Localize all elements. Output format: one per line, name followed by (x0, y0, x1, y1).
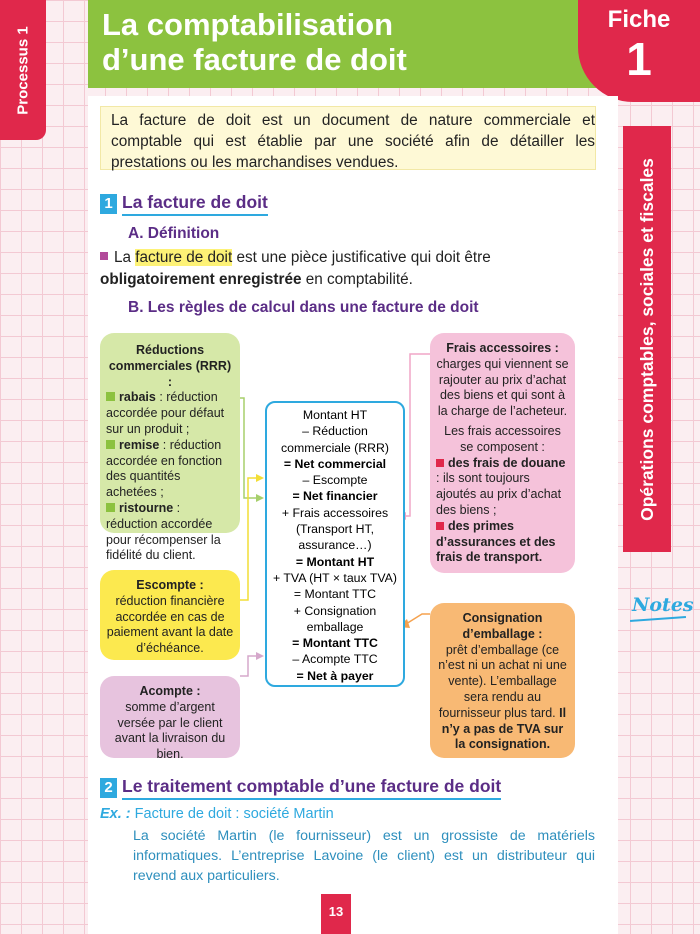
calc-lines (267, 407, 403, 684)
acompte-desc: somme d’argent versée par le client avant la livraison du bien. (114, 699, 226, 762)
rrr-bullet (106, 503, 115, 512)
def-bold: obligatoirement enregistrée (100, 271, 302, 288)
frais-box (430, 333, 575, 573)
subsection-a-title: A. Définition (128, 225, 220, 242)
fiche-label: Fiche (607, 6, 671, 33)
section2-title (100, 776, 501, 800)
arrow-consignation (406, 614, 430, 624)
calc-line: – Escompte (302, 473, 368, 488)
calc-line: Montant HT (302, 408, 368, 422)
content-area (88, 96, 618, 934)
page-title-line1: La comptabilisation (102, 7, 394, 42)
consignation-box (430, 603, 575, 758)
consignation-desc: prêt d’emballage (ce n’est ni un achat ni une vente). L’emballage sera rendu au fournisseur plus tard. (438, 642, 567, 720)
frais-bullet (436, 459, 444, 467)
calc-line: + Consignation emballage (293, 603, 377, 634)
calc-line: = Montant TTC (292, 636, 378, 651)
example-title: Facture de doit : société Martin (130, 806, 334, 822)
arrow-frais (406, 354, 430, 516)
page-header (88, 0, 618, 88)
chapter-band (623, 126, 671, 552)
frais-term: des primes d’assurances et des frais de transport. (436, 518, 556, 565)
example-text: La société Martin (le fournisseur) est un grossiste de matériels informatiques. L’entreprise Lavoine (le client) est un distributeur qui revend aux particuliers. (133, 828, 595, 884)
def-pre: La (114, 249, 136, 266)
process-tab (0, 0, 46, 140)
rrr-title: Réductions commerciales (RRR) : (108, 343, 232, 389)
page-number: 13 (321, 894, 351, 934)
frais-title: Frais accessoires : (446, 341, 559, 355)
def-post: en comptabilité. (301, 271, 413, 288)
rrr-item (106, 438, 234, 501)
process-tab-label: Processus 1 (14, 25, 32, 115)
section2-heading: Le traitement comptable d’une facture de doit (122, 776, 501, 800)
rrr-term: ristourne (119, 500, 174, 515)
example-label (100, 806, 334, 822)
page-title-line2: d’une facture de doit (102, 42, 407, 77)
arrow-acompte-head (256, 652, 264, 660)
consignation-desc-wrap (436, 643, 569, 754)
calc-line: = Net à payer (296, 668, 374, 683)
rrr-term: remise (119, 437, 160, 452)
rrr-bullet (106, 440, 115, 449)
calc-box (265, 401, 405, 687)
chapter-band-label: Opérations comptables, sociales et fiscales (636, 157, 657, 521)
def-highlight: facture de doit (135, 249, 233, 266)
rrr-desc: : réduction accordée en fonction des quantités achetées ; (106, 437, 223, 500)
notes-underline (630, 616, 686, 622)
calc-line: – Réduction commerciale (RRR) (281, 424, 389, 455)
fiche-badge (578, 0, 700, 102)
calc-line: – Acompte TTC (292, 652, 378, 667)
rrr-item (106, 390, 234, 437)
rrr-term: rabais (119, 390, 156, 405)
frais-desc: charges qui viennent se rajouter au prix d’achat des biens et qui sont à la charge de l’acheteur. (436, 356, 569, 419)
section2-number: 2 (100, 778, 117, 798)
fiche-number: 1 (626, 33, 652, 85)
calc-line: = Net financier (292, 489, 378, 504)
rrr-desc: : réduction accordée pour récompenser la fidélité du client. (106, 500, 221, 563)
frais-compose: Les frais accessoires se composent : (444, 423, 561, 454)
frais-item (436, 519, 569, 566)
arrow-rrr-head (256, 494, 264, 502)
rrr-bullet (106, 392, 115, 401)
arrow-escompte-head (256, 474, 264, 482)
subsection-b-title: B. Les règles de calcul dans une facture de doit (128, 299, 479, 316)
intro-box: La facture de doit est un document de nature commerciale et comptable qui est établie par une société afin de détailler les prestations ou les marchandises vendues. (100, 106, 596, 170)
frais-item-desc: : ils sont toujours ajoutés au prix d’achat des biens ; (436, 471, 562, 517)
acompte-box (100, 676, 240, 762)
notes-label: Notes (632, 594, 694, 616)
example-prefix: Ex. : (100, 806, 131, 822)
frais-term: des frais de douane (448, 455, 566, 470)
arrow-escompte (240, 478, 256, 600)
calc-line: + TVA (HT × taux TVA) (273, 570, 397, 585)
acompte-title: Acompte : (139, 684, 201, 698)
frais-item (436, 456, 569, 519)
def-mid: est une pièce justificative qui doit être (232, 249, 491, 266)
escompte-desc: réduction financière accordée en cas de paiement avant la date d’échéance. (106, 593, 234, 656)
rrr-box (100, 333, 240, 563)
frais-bullet (436, 522, 444, 530)
section1-number: 1 (100, 194, 117, 214)
calc-line: = Montant TTC (293, 587, 377, 602)
calc-line: = Net commercial (283, 456, 387, 471)
calc-line: = Montant HT (295, 554, 375, 569)
calc-line: + Frais accessoires (Transport HT, assurance…) (281, 505, 389, 553)
consignation-title: Consignation d’emballage : (462, 611, 543, 641)
rrr-desc: : réduction accordée pour défaut sur un produit ; (106, 390, 225, 436)
arrow-acompte (240, 656, 256, 676)
escompte-box (100, 570, 240, 660)
consignation-bold: Il n’y a pas de TVA sur la consignation. (441, 705, 567, 752)
section1-heading: La facture de doit (122, 192, 268, 216)
escompte-title: Escompte : (136, 578, 204, 592)
rrr-item (106, 501, 234, 564)
